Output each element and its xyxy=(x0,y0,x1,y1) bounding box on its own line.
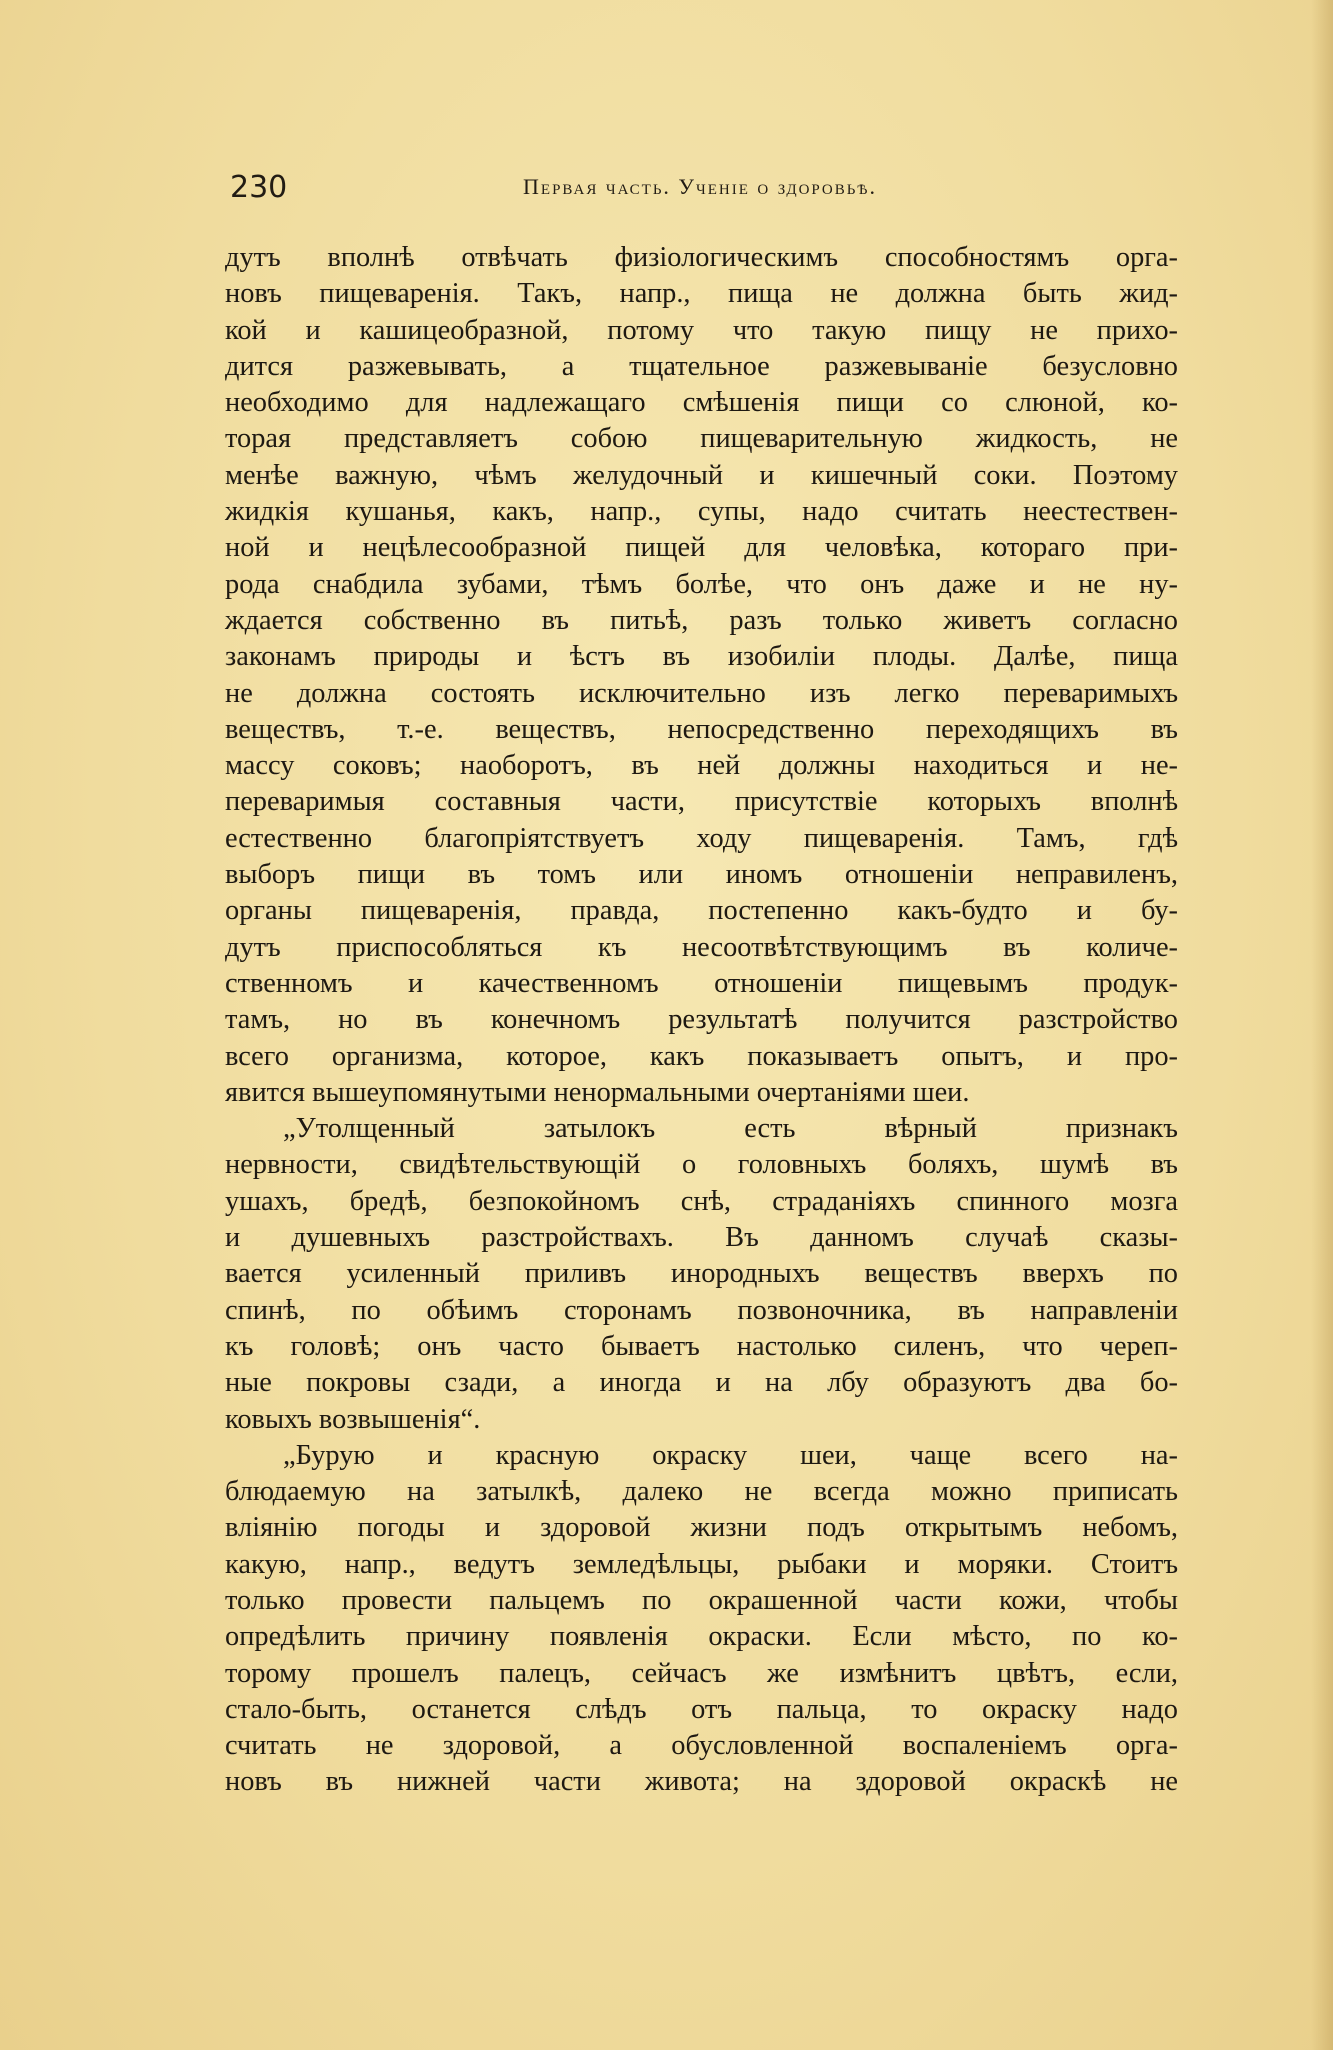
text-line: всего организма, которое, какъ показываетъ опытъ, и про- xyxy=(225,1040,1178,1072)
page-number: 230 xyxy=(230,170,288,205)
text-line: торому прошелъ палецъ, сейчасъ же измѣнитъ цвѣтъ, если, xyxy=(225,1657,1178,1689)
text-line: вается усиленный приливъ инородныхъ веществъ вверхъ по xyxy=(225,1258,1178,1290)
text-line: считать не здоровой, а обусловленной воспаленіемъ орга- xyxy=(225,1730,1178,1762)
text-line: явится вышеупомянутыми ненормальными очертаніями шеи. xyxy=(225,1076,970,1108)
text-line: органы пищеваренія, правда, постепенно какъ-будто и бу- xyxy=(225,895,1178,927)
text-line: „Утолщенный затылокъ есть вѣрный признакъ xyxy=(283,1113,1178,1145)
text-line: ные покровы сзади, а иногда и на лбу образуютъ два бо- xyxy=(225,1367,1178,1399)
text-line: новъ въ нижней части живота; на здоровой окраскѣ не xyxy=(225,1766,1178,1798)
text-line: нервности, свидѣтельствующій о головныхъ боляхъ, шумѣ въ xyxy=(225,1149,1178,1181)
text-line: жидкія кушанья, какъ, напр., супы, надо считать неестествен- xyxy=(225,496,1178,528)
text-line: ственномъ и качественномъ отношеніи пищевымъ продук- xyxy=(225,967,1178,999)
text-line: законамъ природы и ѣстъ въ изобиліи плоды. Далѣе, пища xyxy=(225,641,1178,673)
paragraph-2 xyxy=(225,1111,1178,1438)
text-line: естественно благопріятствуетъ ходу пищеваренія. Тамъ, гдѣ xyxy=(225,822,1178,854)
text-line: дутъ вполнѣ отвѣчать физіологическимъ способностямъ орга- xyxy=(225,242,1178,273)
text-line: вліянію погоды и здоровой жизни подъ открытымъ небомъ, xyxy=(225,1512,1178,1544)
text-line: веществъ, т.-е. веществъ, непосредственно переходящихъ въ xyxy=(225,713,1178,745)
text-line: не должна состоять исключительно изъ легко переваримыхъ xyxy=(225,677,1178,709)
page-header xyxy=(230,170,1170,210)
text-line: тамъ, но въ конечномъ результатѣ получится разстройство xyxy=(225,1004,1178,1036)
paragraph-1 xyxy=(225,240,1178,1111)
text-line: ковыхъ возвышенія“. xyxy=(225,1403,481,1435)
text-line: какую, напр., ведутъ земледѣльцы, рыбаки и моряки. Стоитъ xyxy=(225,1548,1178,1580)
text-line: блюдаемую на затылкѣ, далеко не всегда можно приписать xyxy=(225,1476,1178,1508)
text-line: ной и нецѣлесообразной пищей для человѣка, котораго при- xyxy=(225,532,1178,564)
text-line: новъ пищеваренія. Такъ, напр., пища не должна быть жид- xyxy=(225,278,1178,310)
text-line: кой и кашицеобразной, потому что такую пищу не прихо- xyxy=(225,314,1178,346)
text-line: ушахъ, бредѣ, безпокойномъ снѣ, страданіяхъ спинного мозга xyxy=(225,1185,1178,1217)
text-line: ждается собственно въ питьѣ, разъ только живетъ согласно xyxy=(225,604,1178,636)
text-line: необходимо для надлежащаго смѣшенія пищи со слюной, ко- xyxy=(225,387,1178,419)
running-head: Первая часть. Ученіе о здоровьѣ. xyxy=(523,174,877,199)
text-line: массу соковъ; наоборотъ, въ ней должны находиться и не- xyxy=(225,750,1178,782)
text-line: дутъ приспособляться къ несоотвѣтствующимъ въ количе- xyxy=(225,931,1178,963)
text-line: опредѣлить причину появленія окраски. Если мѣсто, по ко- xyxy=(225,1621,1178,1653)
text-line: стало-быть, останется слѣдъ отъ пальца, то окраску надо xyxy=(225,1693,1178,1725)
text-line: переваримыя составныя части, присутствіе которыхъ вполнѣ xyxy=(225,786,1178,818)
text-line: рода снабдила зубами, тѣмъ болѣе, что онъ даже и не ну- xyxy=(225,568,1178,600)
body-text xyxy=(225,240,1178,1801)
page-edge-shadow xyxy=(1311,0,1333,2050)
text-line: менѣе важную, чѣмъ желудочный и кишечный соки. Поэтому xyxy=(225,459,1178,491)
text-line: спинѣ, по обѣимъ сторонамъ позвоночника, въ направленіи xyxy=(225,1294,1178,1326)
text-line: дится разжевывать, а тщательное разжевываніе безусловно xyxy=(225,350,1178,382)
text-line: только провести пальцемъ по окрашенной части кожи, чтобы xyxy=(225,1584,1178,1616)
text-line: и душевныхъ разстройствахъ. Въ данномъ случаѣ сказы- xyxy=(225,1222,1178,1254)
text-line: къ головѣ; онъ часто бываетъ настолько силенъ, что череп- xyxy=(225,1330,1178,1362)
text-line: выборъ пищи въ томъ или иномъ отношеніи неправиленъ, xyxy=(225,859,1178,891)
paragraph-3 xyxy=(225,1438,1178,1801)
text-line: „Бурую и красную окраску шеи, чаще всего на- xyxy=(283,1439,1178,1471)
text-line: торая представляетъ собою пищеварительную жидкость, не xyxy=(225,423,1178,455)
